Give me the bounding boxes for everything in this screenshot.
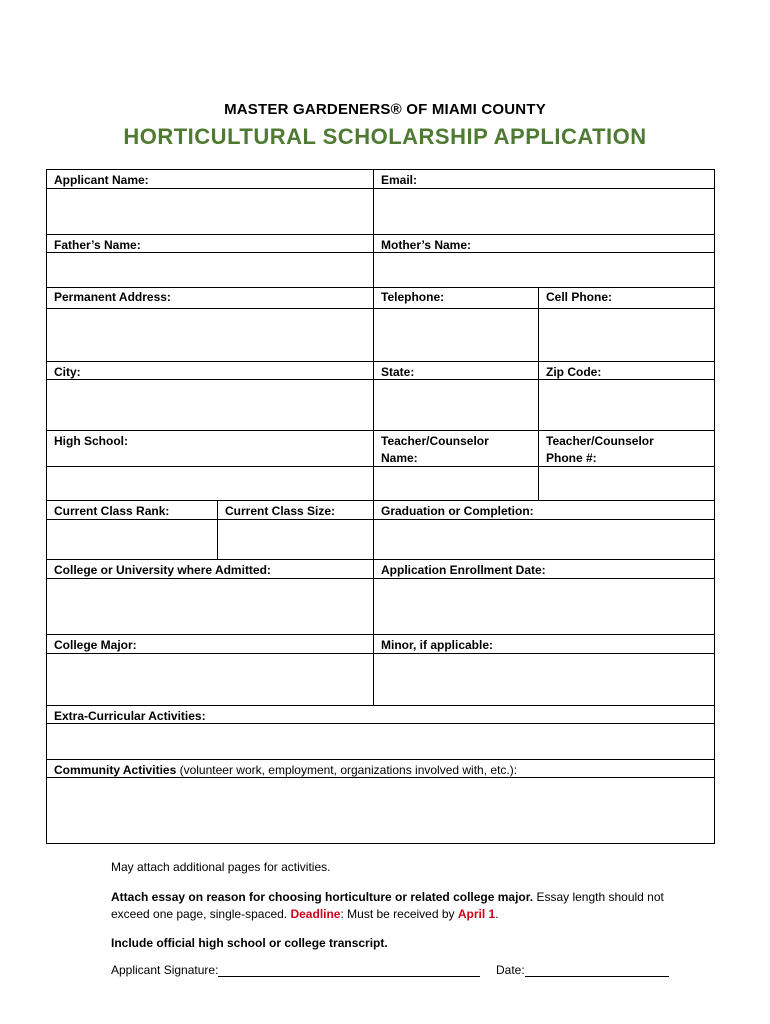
class-size-field[interactable] [218,520,374,560]
minor-field[interactable] [374,654,714,706]
transcript-note: Include official high school or college transcript. [111,936,388,950]
teacher-name-line1: Teacher/Counselor [381,434,489,448]
teacher-name-line2: Name: [381,451,418,465]
deadline-text: : Must be received by [340,907,458,921]
state-field[interactable] [374,380,539,431]
father-name-field[interactable] [47,253,374,288]
cell-phone-field[interactable] [539,309,714,362]
extracurricular-label: Extra-Curricular Activities: [47,706,714,724]
class-rank-label: Current Class Rank: [47,501,218,520]
applicant-name-label: Applicant Name: [47,170,374,189]
essay-instruction-bold: Attach essay on reason for choosing horticulture or related college major. [111,890,534,904]
mother-name-field[interactable] [374,253,714,288]
minor-label: Minor, if applicable: [374,635,714,654]
deadline-label: Deadline [290,907,341,921]
telephone-field[interactable] [374,309,539,362]
signature-row [111,963,480,977]
essay-instruction-rest: Essay length should not [533,890,664,904]
teacher-name-field[interactable] [374,467,539,501]
date-row [496,963,669,977]
enrollment-date-label: Application Enrollment Date: [374,560,714,579]
teacher-phone-line2: Phone #: [546,451,597,465]
city-field[interactable] [47,380,374,431]
community-activities-note: (volunteer work, employment, organizations involved with, etc.): [176,763,518,777]
teacher-name-label [374,431,539,467]
form-title: HORTICULTURAL SCHOLARSHIP APPLICATION [123,124,647,149]
college-admitted-label: College or University where Admitted: [47,560,374,579]
enrollment-date-field[interactable] [374,579,714,635]
essay-instruction-line2: exceed one page, single-spaced. [111,907,291,921]
permanent-address-field[interactable] [47,309,374,362]
graduation-field[interactable] [374,520,714,560]
teacher-phone-label [539,431,714,467]
community-activities-title: Community Activities [54,763,177,777]
extracurricular-field[interactable] [47,724,714,760]
community-activities-field[interactable] [47,778,714,843]
signature-line[interactable] [218,964,480,977]
class-size-label: Current Class Size: [218,501,374,520]
signature-label: Applicant Signature: [111,963,219,977]
city-label: City: [47,362,374,380]
deadline-date: April 1 [457,907,496,921]
community-activities-label [47,760,714,778]
applicant-name-field[interactable] [47,189,374,235]
high-school-field[interactable] [47,467,374,501]
college-admitted-field[interactable] [47,579,374,635]
attach-pages-note: May attach additional pages for activities. [111,860,331,874]
deadline-end: . [495,907,499,921]
high-school-label: High School: [47,431,374,467]
zip-code-label: Zip Code: [539,362,714,380]
organization-name: MASTER GARDENERS® OF MIAMI COUNTY [224,101,546,118]
state-label: State: [374,362,539,380]
teacher-phone-line1: Teacher/Counselor [546,434,654,448]
permanent-address-label: Permanent Address: [47,287,374,309]
father-name-label: Father’s Name: [47,235,374,253]
teacher-phone-field[interactable] [539,467,714,501]
essay-instructions [111,889,691,923]
class-rank-field[interactable] [47,520,218,560]
application-form [46,169,715,844]
email-field[interactable] [374,189,714,235]
zip-code-field[interactable] [539,380,714,431]
college-major-label: College Major: [47,635,374,654]
mother-name-label: Mother’s Name: [374,235,714,253]
date-line[interactable] [525,964,669,977]
telephone-label: Telephone: [374,287,539,309]
date-label: Date: [496,963,525,977]
email-label: Email: [374,170,714,189]
college-major-field[interactable] [47,654,374,706]
cell-phone-label: Cell Phone: [539,287,714,309]
graduation-label: Graduation or Completion: [374,501,714,520]
